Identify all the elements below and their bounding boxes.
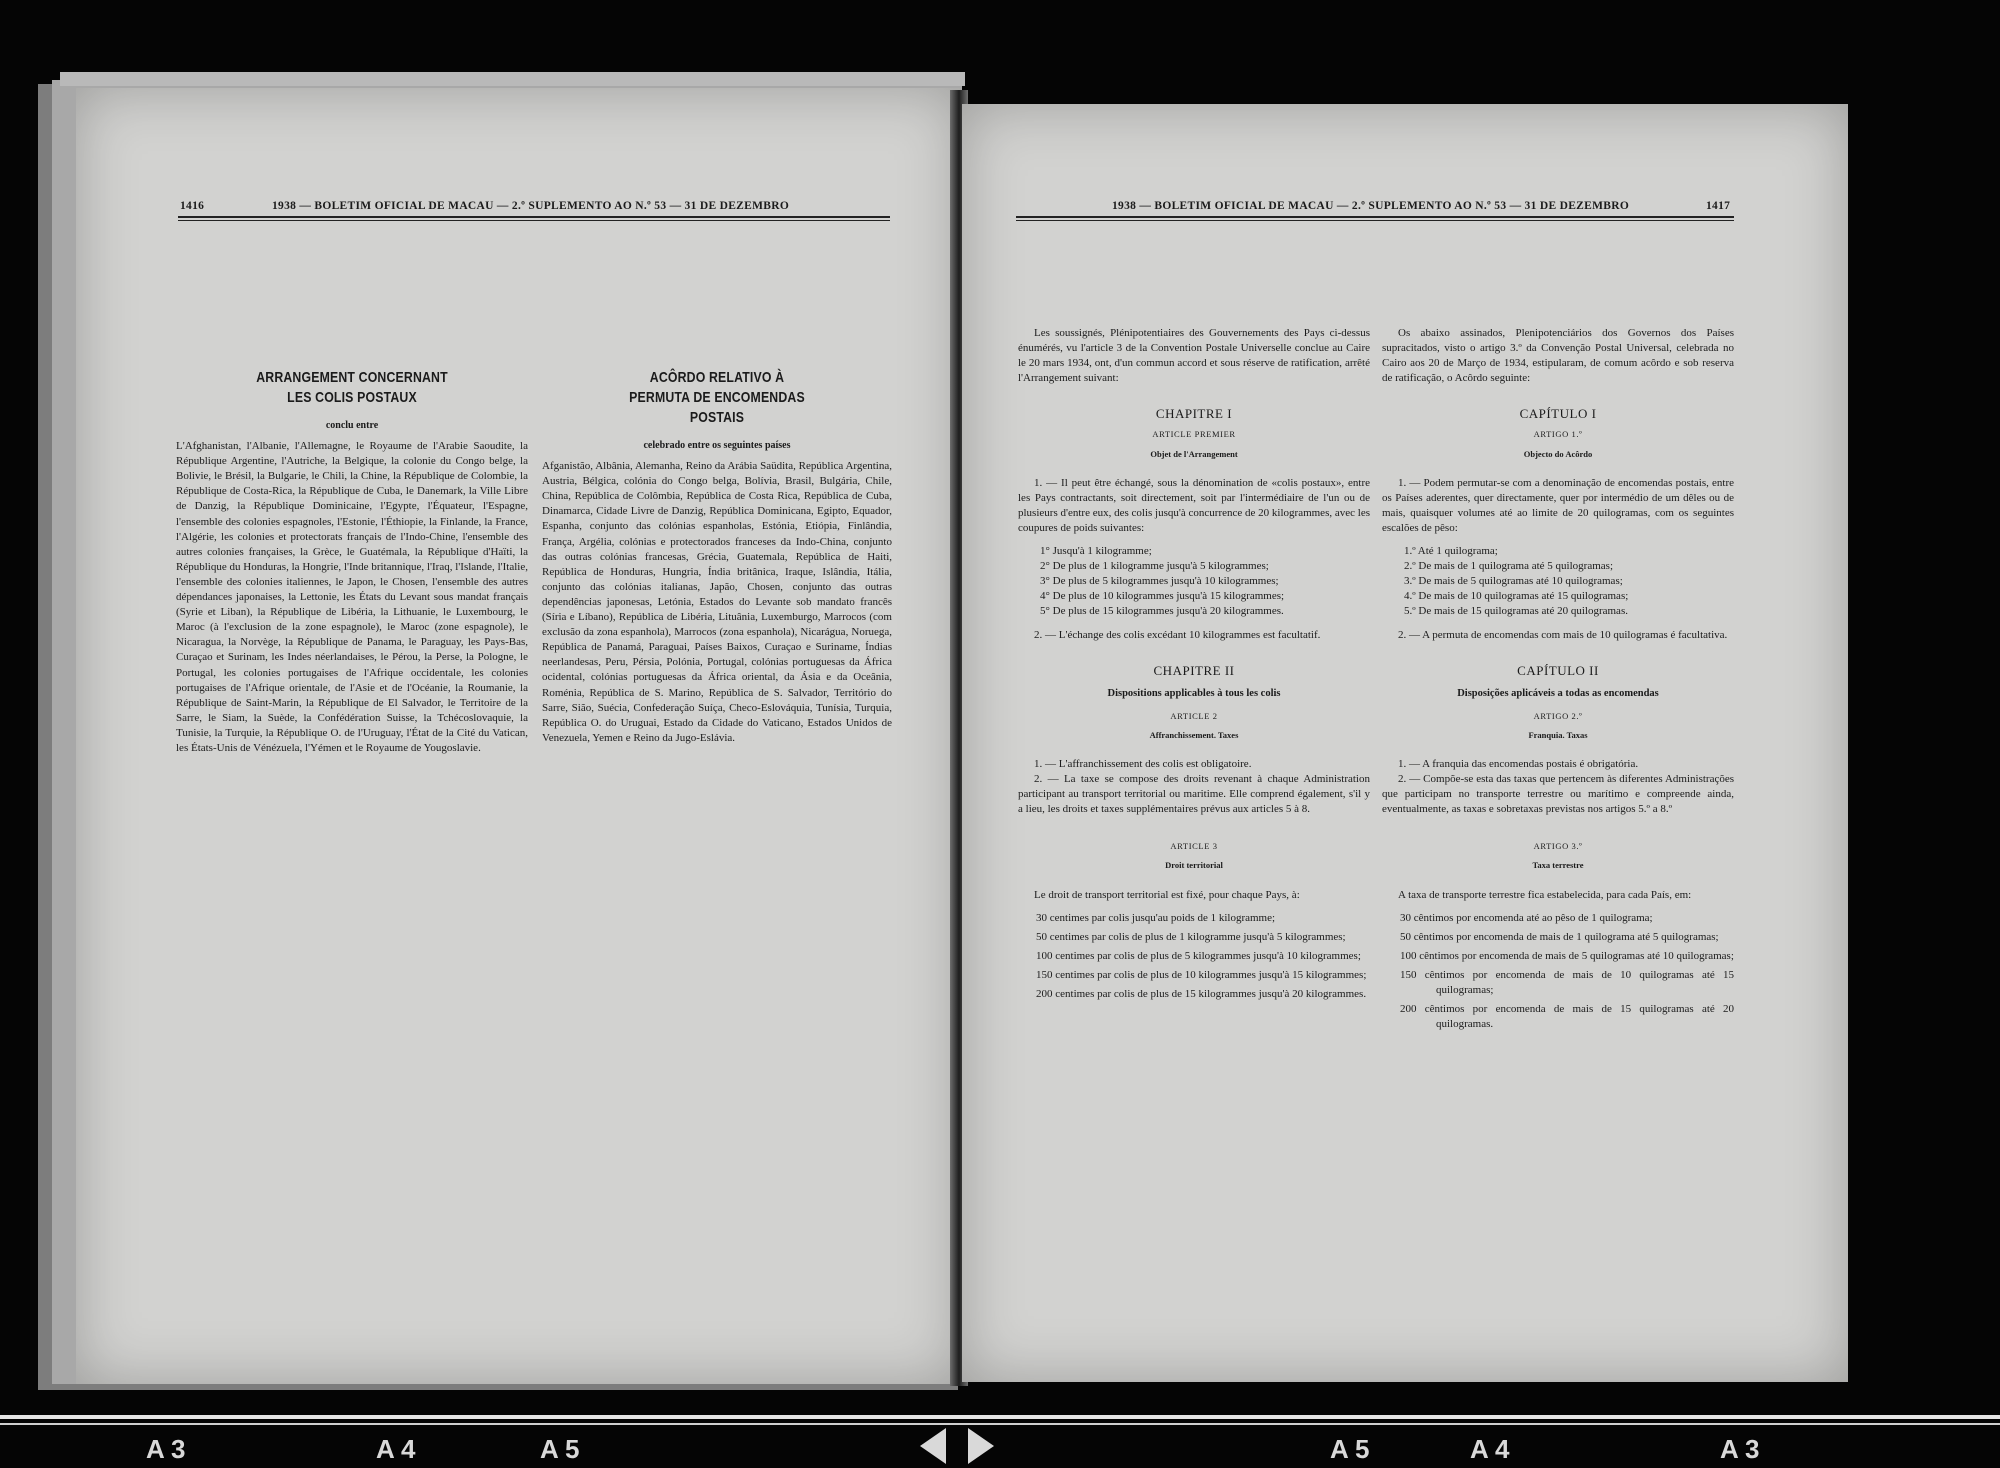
- article-2-title: Affranchissement. Taxes: [1149, 729, 1239, 740]
- article-3-label: ARTICLE 3: [1170, 841, 1218, 852]
- article-1-title: Objet de l'Arrangement: [1150, 448, 1238, 459]
- tariff-row: 200 cêntimos por encomenda de mais de 15 quilogramas até 20 quilogramas.: [1400, 1003, 1734, 1031]
- portuguese-column: [542, 368, 892, 754]
- french-subtitle: conclu entre: [325, 420, 379, 431]
- film-scale-mark: A 5: [540, 1434, 580, 1464]
- tariff-row: 150 cêntimos por encomenda de mais de 10 quilogramas até 15 quilogramas;: [1400, 968, 1734, 996]
- film-scale-line: [0, 1415, 2000, 1419]
- page-edges-top: [60, 72, 965, 86]
- film-center-marker-right-icon: [968, 1428, 994, 1464]
- right-page: [962, 104, 1848, 1382]
- article-3-title: Droit territorial: [1165, 860, 1223, 871]
- portuguese-country-list: Afganistão, Albânia, Alemanha, Reino da Arábia Saüdita, República Argentina, Austria, Bélgica, colónia do Congo belga, Bolívia, Brasil, Bulgária, Chile, China, República de Colômbia, República de Costa Rica, República de Cuba, Dinamarca, Cidade Livre de Danzig, República Dominicana, Egipto, Equador, Espanha, conjunto das colónias espanholas, Estónia, Etiópia, Finlândia, França, Argélia, colónias e protectorados franceses da Indo-China, conjunto das outras colónias francesas, Grécia, Guatemala, República de Haiti, República de Honduras, Hungria, Índia britânica, Iraque, Islândia, Itália, conjunto das colónias italianas, Japão, Chosen, conjunto das outras dependências japonesas, Letónia, Estados do Levante sob mandato francês (Síria e Líbano), República de Libéria, Lituânia, Luxemburgo, Marrocos (com exclusão da zona espanhola), Marrocos (zona espanhola), Nicarágua, Noruega, República de Panamá, Paraguai, Países Baixos, Curaçao e Suriname, Índias neerlandesas, Peru, Pérsia, Polónia, Portugal, colónias portuguesas da África ocidental, colónias portuguesas da África oriental, da Ásia e da Oceânia, Roménia, República de S. Marino, República de S. Salvador, Território do Sarre, Sião, Suécia, Confederação Suíça, Checo-Eslováquia, Tunísia, Turquia, República O. do Uruguai, Estado da Cidade do Vaticano, Estados Unidos de Venezuela, Yemen e Reino da Jugo-Eslávia.: [542, 460, 892, 744]
- film-scale-mark: A 3: [146, 1434, 186, 1464]
- portuguese-intro: Os abaixo assinados, Plenipotenciários dos Governos dos Países supracitados, visto o artigo 3.º da Convenção Postal Universal, celebrada no Cairo aos 20 de Março de 1934, estipularam, de comum acôrdo e sob reserva de ratificação, o Acôrdo seguinte:: [1382, 327, 1734, 385]
- weight-bracket: 2° De plus de 1 kilogramme jusqu'à 5 kilogrammes;: [1040, 560, 1269, 573]
- tariff-row: 150 centimes par colis de plus de 10 kilogrammes jusqu'à 15 kilogrammes;: [1036, 968, 1367, 981]
- tariff-row: 50 cêntimos por encomenda de mais de 1 quilograma até 5 quilogramas;: [1400, 930, 1719, 943]
- tariff-list: [1036, 911, 1370, 1002]
- chapter-2-heading: CHAPITRE II: [1153, 662, 1235, 678]
- article-2-paragraph-2: 2. — Compõe-se esta das taxas que pertencem às diferentes Administrações que participam no transporte terrestre ou marítimo e compreende ainda, eventualmente, as taxas e sobretaxas previstas nos artigos 5.º a 8.º: [1382, 773, 1734, 816]
- french-title: ARRANGEMENT CONCERNANT LES COLIS POSTAUX: [256, 369, 448, 406]
- header-rule: [1016, 216, 1734, 221]
- chapter-2-title: Dispositions applicables à tous les colis: [1107, 687, 1281, 699]
- tariff-row: 100 cêntimos por encomenda de mais de 5 quilogramas até 10 quilogramas;: [1400, 949, 1734, 962]
- weight-bracket: 2.º De mais de 1 quilograma até 5 quilogramas;: [1404, 560, 1613, 573]
- article-1-paragraph-1: 1. — Podem permutar-se com a denominação de encomendas postais, entre os Países aderentes, quer directamente, quer por intermédio de um dêles ou de mais, quaisquer volumes até ao limite de 20 quilogramas, com os seguintes escalões de pêso:: [1382, 476, 1734, 534]
- running-title: 1938 — BOLETIM OFICIAL DE MACAU — 2.º SUPLEMENTO AO N.º 53 — 31 DE DEZEMBRO: [1112, 200, 1630, 212]
- article-3-label: ARTIGO 3.º: [1533, 841, 1583, 852]
- page-number: 1417: [1706, 200, 1731, 212]
- chapter-1-heading: CHAPITRE I: [1155, 406, 1233, 422]
- article-1-label: ARTIGO 1.º: [1533, 429, 1583, 440]
- french-country-list: L'Afghanistan, l'Albanie, l'Allemagne, le Royaume de l'Arabie Saoudite, la République Argentine, l'Autriche, la Belgique, la colonie du Congo belge, la Bolivie, le Brésil, la Bulgarie, le Chili, la Chine, la République de Colombie, la République de Costa-Rica, la République de Cuba, le Danemark, la Ville Libre de Danzig, la République Dominicaine, l'Egypte, l'Équateur, l'Espagne, l'ensemble des colonies espagnoles, l'Estonie, l'Éthiopie, la Finlande, la France, l'Algérie, les colonies et protectorats français de l'Indo-Chine, l'ensemble des autres colonies françaises, la Grèce, le Guatémala, la République d'Haïti, la République du Honduras, la Hongrie, l'Inde britannique, l'Iraq, l'Islande, l'Italie, l'ensemble des colonies italiennes, le Japon, le Chosen, l'ensemble des autres dépendances japonaises, la Lettonie, les États du Levant sous mandat français (Syrie et Liban), la République de Libéria, la Lithuanie, le Luxembourg, le Maroc (à l'exclusion de la zone espagnole), le Maroc (zone espagnole), le Nicaragua, la Norvège, la République de Panama, le Paraguay, les Pays-Bas, Curaçao et Surinam, les Indes néerlandaises, le Pérou, la Perse, la Pologne, le Portugal, les colonies portugaises de l'Afrique occidentale, les colonies portugaises de l'Afrique orientale, de l'Asie et de l'Océanie, la Roumanie, la République de Saint-Marin, la République de El Salvador, le Territoire de la Sarre, le Siam, la Suède, la Confédération Suisse, la Tchécoslovaquie, la Tunisie, la Turquie, la République O. de l'Uruguay, l'État de la Cité du Vatican, les États-Unis de Vénézuela, l'Yémen et le Royaume de Yougoslavie.: [176, 440, 528, 754]
- weight-bracket: 5.º De mais de 15 quilogramas até 20 quilogramas.: [1404, 605, 1628, 618]
- film-scale-line-secondary: [0, 1423, 2000, 1425]
- weight-brackets: [1404, 544, 1734, 619]
- tariff-row: 30 centimes par colis jusqu'au poids de 1 kilogramme;: [1036, 911, 1276, 924]
- chapter-2-title: Disposições aplicáveis a todas as encomendas: [1457, 687, 1659, 699]
- tariff-row: 100 centimes par colis de plus de 5 kilogrammes jusqu'à 10 kilogrammes;: [1036, 949, 1361, 962]
- article-3-title: Taxa terrestre: [1532, 860, 1584, 871]
- article-2-paragraph-1: 1. — L'affranchissement des colis est obligatoire.: [1034, 757, 1252, 770]
- weight-bracket: 5° De plus de 15 kilogrammes jusqu'à 20 kilogrammes.: [1040, 605, 1284, 618]
- french-intro: Les soussignés, Plénipotentiaires des Gouvernements des Pays ci-dessus énumérés, vu l'article 3 de la Convention Postale Universelle conclue au Caire le 20 mars 1934, ont, d'un commun accord et sous réserve de ratification, arrêté l'Arrangement suivant:: [1018, 327, 1370, 385]
- weight-bracket: 4.º De mais de 10 quilogramas até 15 quilogramas;: [1404, 590, 1629, 603]
- weight-bracket: 1.º Até 1 quilograma;: [1404, 545, 1498, 558]
- weight-bracket: 3.º De mais de 5 quilogramas até 10 quilogramas;: [1404, 575, 1623, 588]
- article-2-label: ARTIGO 2.º: [1533, 710, 1583, 721]
- article-2-title: Franquia. Taxas: [1528, 729, 1588, 740]
- page-number: 1416: [180, 200, 205, 212]
- tariff-row: 30 cêntimos por encomenda até ao pêso de 1 quilograma;: [1400, 911, 1653, 924]
- tariff-list: [1400, 911, 1734, 1033]
- film-scale-mark: A 4: [1470, 1434, 1510, 1464]
- film-center-marker-left-icon: [920, 1428, 946, 1464]
- film-scale-mark: A 5: [1330, 1434, 1370, 1464]
- article-2-paragraph-2: 2. — La taxe se compose des droits revenant à chaque Administration participant au transport territorial ou maritime. Elle comprend également, s'il y a lieu, les droits et taxes supplémentaires prévus aux articles 5 à 8.: [1018, 773, 1370, 816]
- chapter-1-heading: CAPÍTULO I: [1519, 406, 1597, 422]
- article-1-paragraph-2: 2. — A permuta de encomendas com mais de 10 quilogramas é facultativa.: [1398, 628, 1728, 641]
- article-3-paragraph-1: Le droit de transport territorial est fixé, pour chaque Pays, à:: [1034, 888, 1300, 901]
- tariff-row: 200 centimes par colis de plus de 15 kilogrammes jusqu'à 20 kilogrammes.: [1036, 988, 1367, 1000]
- portuguese-column: [1382, 326, 1734, 1036]
- header-rule: [178, 216, 890, 221]
- film-scale-mark: A 4: [376, 1434, 416, 1464]
- article-1-label: ARTICLE PREMIER: [1152, 429, 1236, 440]
- weight-brackets: [1040, 544, 1370, 619]
- chapter-2-heading: CAPÍTULO II: [1517, 662, 1599, 678]
- article-3-paragraph-1: A taxa de transporte terrestre fica estabelecida, para cada País, em:: [1398, 888, 1692, 901]
- article-2-paragraph-1: 1. — A franquia das encomendas postais é obrigatória.: [1398, 757, 1639, 770]
- article-1-title: Objecto do Acôrdo: [1523, 448, 1593, 459]
- article-1-paragraph-2: 2. — L'échange des colis excédant 10 kilogrammes est facultatif.: [1034, 628, 1321, 641]
- weight-bracket: 4° De plus de 10 kilogrammes jusqu'à 15 kilogrammes;: [1040, 590, 1285, 603]
- portuguese-subtitle: celebrado entre os seguintes países: [643, 440, 791, 451]
- tariff-row: 50 centimes par colis de plus de 1 kilogramme jusqu'à 5 kilogrammes;: [1036, 930, 1346, 943]
- left-page: [76, 88, 960, 1384]
- french-column: [176, 368, 528, 764]
- article-2-label: ARTICLE 2: [1170, 710, 1218, 721]
- article-1-paragraph-1: 1. — Il peut être échangé, sous la dénomination de «colis postaux», entre les Pays contractants, soit directement, soit par l'intermédiaire de l'un ou de plusieurs d'entre eux, des colis jusqu'à concurrence de 20 kilogrammes, avec les coupures de poids suivantes:: [1018, 476, 1370, 534]
- film-scale-mark: A 3: [1720, 1434, 1760, 1464]
- french-column: [1018, 326, 1370, 1006]
- weight-bracket: 1° Jusqu'à 1 kilogramme;: [1040, 545, 1152, 558]
- running-title: 1938 — BOLETIM OFICIAL DE MACAU — 2.º SUPLEMENTO AO N.º 53 — 31 DE DEZEMBRO: [272, 200, 790, 212]
- weight-bracket: 3° De plus de 5 kilogrammes jusqu'à 10 kilogrammes;: [1040, 575, 1279, 588]
- portuguese-title: ACÔRDO RELATIVO À PERMUTA DE ENCOMENDAS POSTAIS: [629, 369, 805, 426]
